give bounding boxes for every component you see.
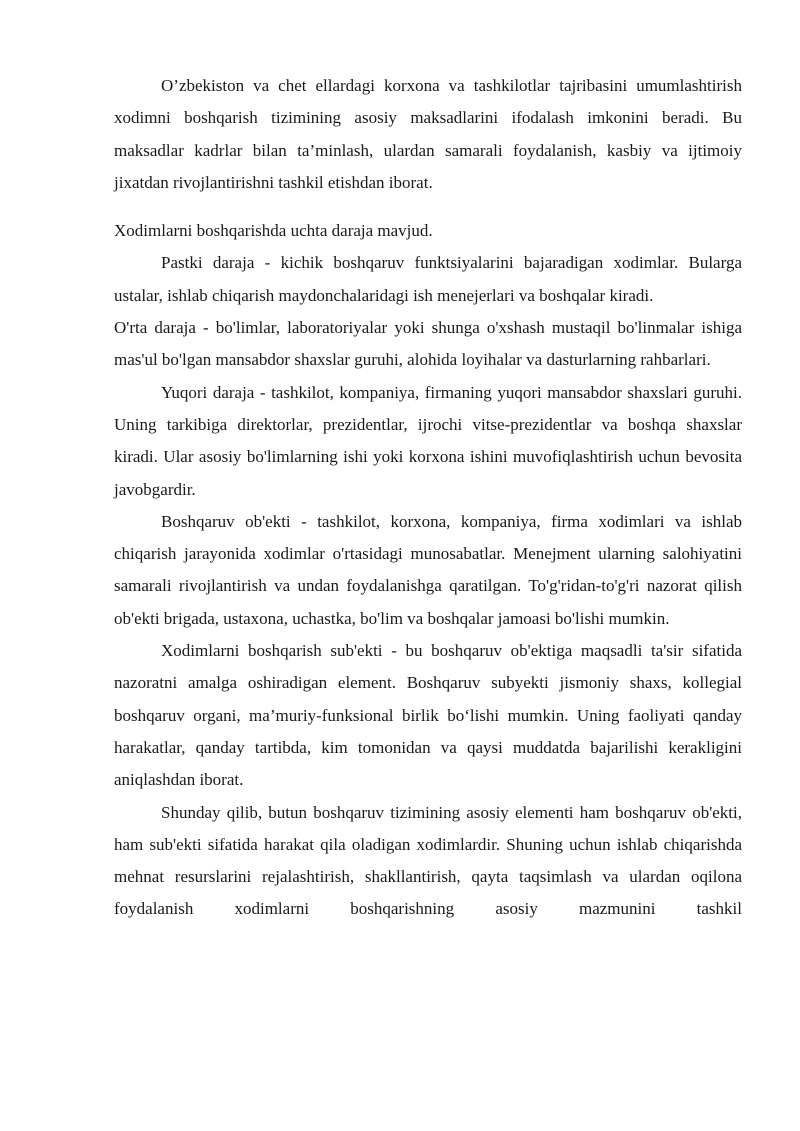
- paragraph-middle-level: O'rta daraja - bo'limlar, laboratoriyalar yoki shunga o'xshash mustaqil bo'linmalar ishiga mas'ul bo'lgan mansabdor shaxslar guruhi, alohida loyihalar va dasturlarning rahbarlari.: [114, 318, 742, 370]
- paragraph-upper-level: Yuqori daraja - tashkilot, kompaniya, firmaning yuqori mansabdor shaxslari guruhi. Uning tarkibiga direktorlar, prezidentlar, ijrochi vitse-prezidentlar va boshqa shaxslar kiradi. Ular asosiy bo'limlarning ishi yoki korxona ishini muvofiqlashtirish uchun bevosita javobgardir.: [114, 382, 742, 499]
- document-page: [114, 70, 742, 926]
- paragraph-management-object: Boshqaruv ob'ekti - tashkilot, korxona, kompaniya, firma xodimlari va ishlab chiqarish jarayonida xodimlar o'rtasidagi munosabatlar. Menejment ularning salohiyatini samarali rivojlantirish va undan foydalanishga qaratilgan. To'g'ridan-to'g'ri nazorat qilish ob'ekti brigada, ustaxona, uchastka, bo'lim va boshqalar jamoasi bo'lishi mumkin.: [114, 511, 742, 628]
- paragraph-conclusion: Shunday qilib, butun boshqaruv tizimining asosiy elementi ham boshqaruv ob'ekti, ham sub'ekti sifatida harakat qila oladigan xodimlardir. Shuning uchun ishlab chiqarishda mehnat resurslarini rejalashtirish, shakllantirish, qayta taqsimlash va ulardan oqilona foydalanish xodimlarni boshqarishning asosiy mazmunini tashkil: [114, 802, 742, 919]
- paragraph-levels-heading: Xodimlarni boshqarishda uchta daraja mavjud.: [114, 221, 433, 241]
- paragraph-intro: O’zbekiston va chet ellardagi korxona va tashkilotlar tajribasini umumlashtirish xodimni boshqarish tizimining asosiy maksadlarini ifodalash imkonini beradi. Bu maksadlar kadrlar bilan ta’minlash, ulardan samarali foydalanish, kasbiy va ijtimoiy jixatdan rivojlantirishni tashkil etishdan iborat.: [114, 76, 742, 192]
- paragraph-lower-level: Pastki daraja - kichik boshqaruv funktsiyalarini bajaradigan xodimlar. Bularga ustalar, ishlab chiqarish maydonchalaridagi ish menejerlari va boshqalar kiradi.: [114, 253, 742, 305]
- paragraph-management-subject: Xodimlarni boshqarish sub'ekti - bu boshqaruv ob'ektiga maqsadli ta'sir sifatida nazoratni amalga oshiradigan element. Boshqaruv subyekti jismoniy shaxs, kollegial boshqaruv organi, ma’muriy-funksional birlik boʻlishi mumkin. Uning faoliyati qanday harakatlar, qanday tartibda, kim tomonidan va qaysi muddatda bajarilishi kerakligini aniqlashdan iborat.: [114, 641, 742, 790]
